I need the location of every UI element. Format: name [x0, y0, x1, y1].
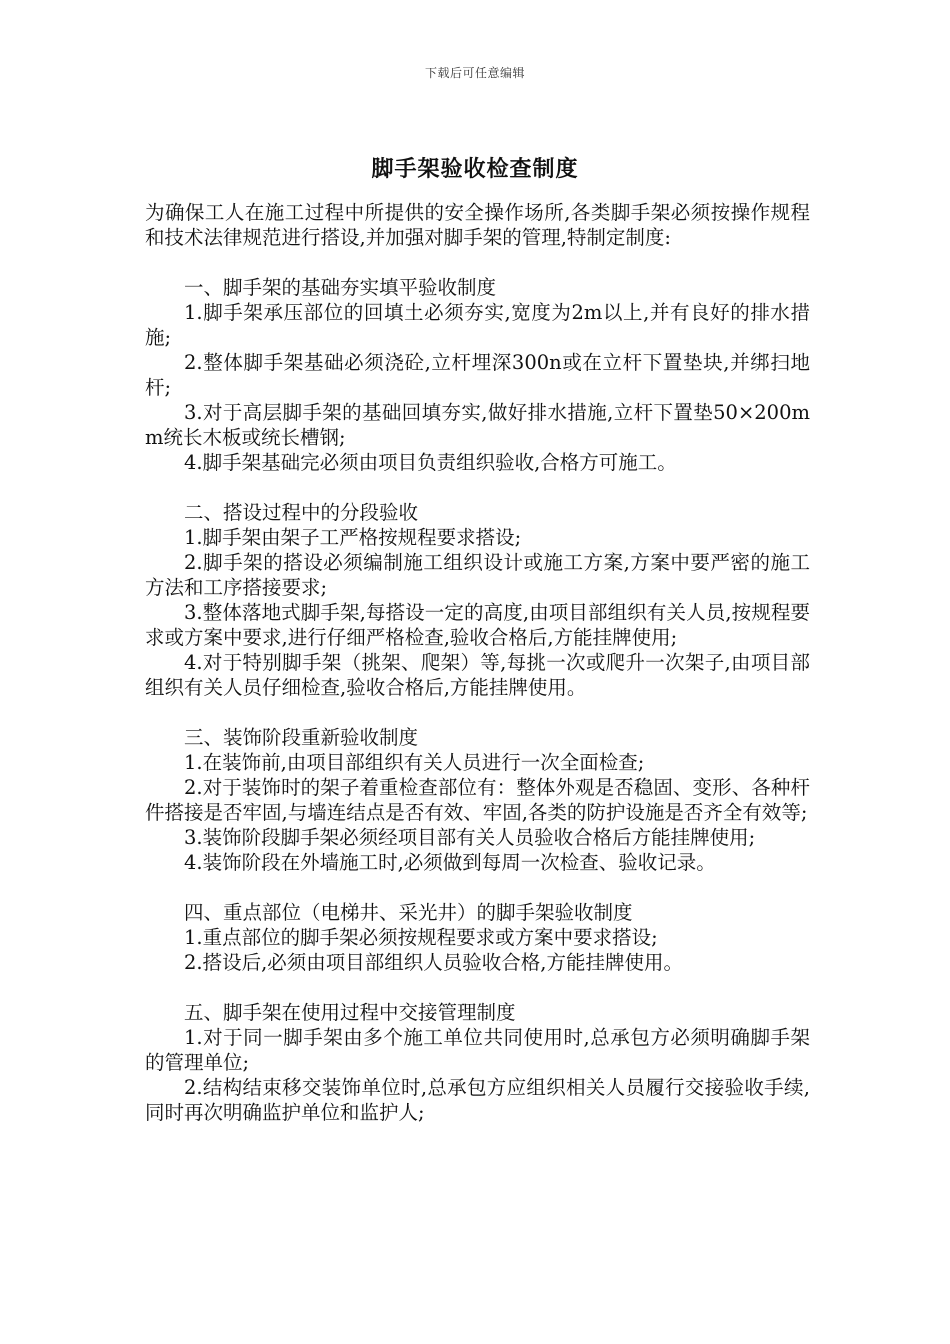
- document-body: [145, 200, 810, 1125]
- section-item: 4.对于特别脚手架（挑架、爬架）等,每挑一次或爬升一次架子,由项目部组织有关人员仔细检查,验收合格后,方能挂牌使用。: [145, 651, 810, 699]
- section-item: 1.在装饰前,由项目部组织有关人员进行一次全面检查;: [184, 751, 645, 774]
- section-item: 1.对于同一脚手架由多个施工单位共同使用时,总承包方必须明确脚手架的管理单位;: [145, 1026, 810, 1074]
- document-title: 脚手架验收检查制度: [371, 156, 579, 182]
- section-1: [145, 275, 810, 475]
- paragraph-gap: [145, 475, 810, 500]
- section-item: 3.对于高层脚手架的基础回填夯实,做好排水措施,立杆下置垫50×200mm统长木板或统长槽钢;: [145, 401, 810, 449]
- header-note: 下载后可任意编辑: [424, 66, 525, 80]
- paragraph-gap: [145, 700, 810, 725]
- section-item: 1.脚手架由架子工严格按规程要求搭设;: [184, 526, 522, 549]
- section-heading: 三、装饰阶段重新验收制度: [184, 726, 419, 749]
- section-item: 2.脚手架的搭设必须编制施工组织设计或施工方案,方案中要严密的施工方法和工序搭接要求;: [145, 551, 810, 599]
- section-item: 2.整体脚手架基础必须浇砼,立杆埋深300n或在立杆下置垫块,并绑扫地杆;: [145, 351, 810, 399]
- section-3: [145, 725, 810, 875]
- section-item: 3.装饰阶段脚手架必须经项目部有关人员验收合格后方能挂牌使用;: [184, 826, 756, 849]
- section-2: [145, 500, 810, 700]
- section-5: [145, 1000, 810, 1125]
- section-heading: 二、搭设过程中的分段验收: [184, 501, 419, 524]
- paragraph-gap: [145, 975, 810, 1000]
- section-item: 2.对于装饰时的架子着重检查部位有：整体外观是否稳固、变形、各种杆件搭接是否牢固,与墙连结点是否有效、牢固,各类的防护设施是否齐全有效等;: [145, 776, 810, 824]
- section-item: 4.脚手架基础完必须由项目负责组织验收,合格方可施工。: [184, 451, 677, 474]
- section-item: 3.整体落地式脚手架,每搭设一定的高度,由项目部组织有关人员,按规程要求或方案中要求,进行仔细严格检查,验收合格后,方能挂牌使用;: [145, 601, 810, 649]
- section-heading: 一、脚手架的基础夯实填平验收制度: [184, 276, 497, 299]
- intro-paragraph: 为确保工人在施工过程中所提供的安全操作场所,各类脚手架必须按操作规程和技术法律规范进行搭设,并加强对脚手架的管理,特制定制度:: [145, 201, 810, 249]
- section-item: 1.重点部位的脚手架必须按规程要求或方案中要求搭设;: [184, 926, 658, 949]
- section-item: 2.搭设后,必须由项目部组织人员验收合格,方能挂牌使用。: [184, 951, 684, 974]
- section-item: 2.结构结束移交装饰单位时,总承包方应组织相关人员履行交接验收手续,同时再次明确监护单位和监护人;: [145, 1076, 810, 1124]
- paragraph-gap: [145, 875, 810, 900]
- section-4: [145, 900, 810, 975]
- section-heading: 五、脚手架在使用过程中交接管理制度: [184, 1001, 516, 1024]
- section-item: 1.脚手架承压部位的回填土必须夯实,宽度为2m以上,并有良好的排水措施;: [145, 301, 810, 349]
- section-heading: 四、重点部位（电梯井、采光井）的脚手架验收制度: [184, 901, 633, 924]
- paragraph-gap: [145, 250, 810, 275]
- section-item: 4.装饰阶段在外墙施工时,必须做到每周一次检查、验收记录。: [184, 851, 716, 874]
